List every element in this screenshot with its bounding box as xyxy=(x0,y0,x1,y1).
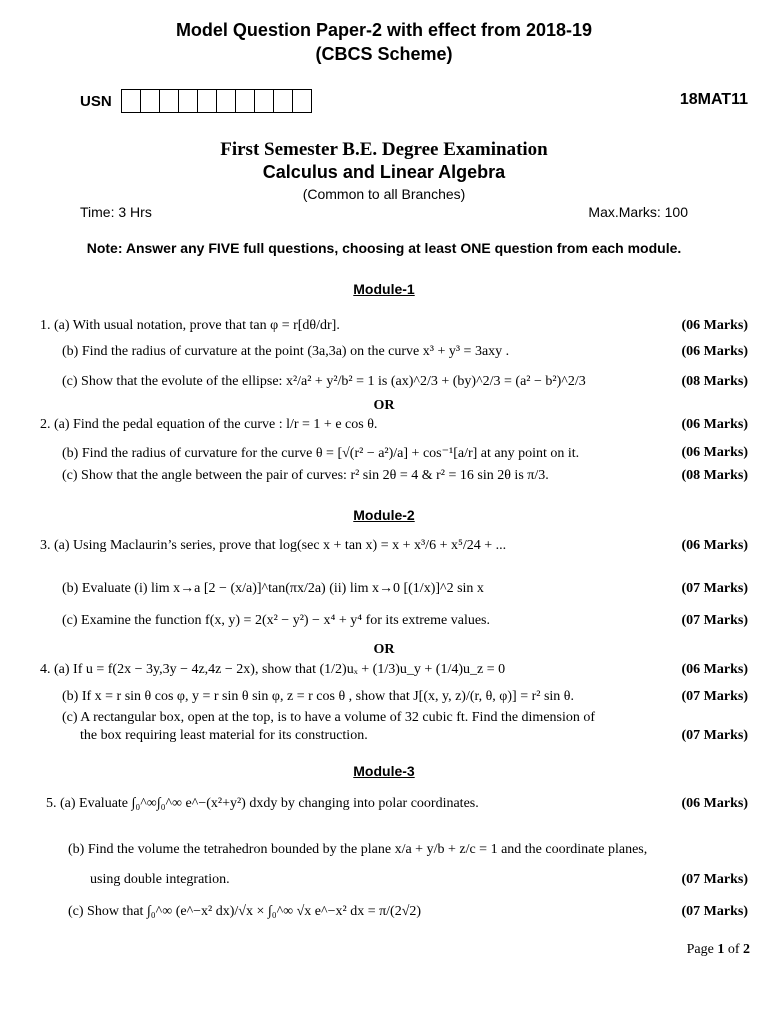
usn-box xyxy=(273,89,293,113)
scheme-title: (CBCS Scheme) xyxy=(315,44,453,64)
subject-code: 18MAT11 xyxy=(679,91,748,108)
question-4c: (c) A rectangular box, open at the top, is to have a volume of 32 cubic ft. Find the dimension of xyxy=(62,710,596,725)
usn-box xyxy=(121,89,141,113)
question-1a: 1. (a) With usual notation, prove that tan φ = r[dθ/dr]. xyxy=(40,318,340,333)
module-2-heading: Module-2 xyxy=(353,507,415,523)
module-3-heading: Module-3 xyxy=(353,763,415,779)
usn-box xyxy=(254,89,274,113)
question-2c: (c) Show that the angle between the pair of curves: r² sin 2θ = 4 & r² = 16 sin 2θ is π/3. xyxy=(62,468,549,483)
page-total: 2 xyxy=(743,942,750,957)
usn-boxes xyxy=(122,89,312,113)
marks-4c: (07 Marks) xyxy=(681,728,748,743)
marks-5b: (07 Marks) xyxy=(681,872,748,887)
question-2b: (b) Find the radius of curvature for the curve θ = [√(r² − a²)/a] + cos⁻¹[a/r] at any point on it. xyxy=(62,446,580,461)
page-current: 1 xyxy=(717,942,725,957)
or-separator: OR xyxy=(373,642,395,657)
question-4b: (b) If x = r sin θ cos φ, y = r sin θ sin φ, z = r cos θ , show that J[(x, y, z)/(r, θ, φ)] = r² sin θ. xyxy=(62,689,575,704)
marks-4b: (07 Marks) xyxy=(681,689,748,704)
usn-box xyxy=(140,89,160,113)
paper-title: Model Question Paper-2 with effect from 2018-19 xyxy=(175,20,593,40)
or-separator: OR xyxy=(373,398,395,413)
page-number xyxy=(687,942,750,958)
time-label: Time: 3 Hrs xyxy=(80,204,152,220)
page-prefix: Page xyxy=(686,942,718,957)
marks-2a: (06 Marks) xyxy=(681,417,748,432)
question-2a: 2. (a) Find the pedal equation of the curve : l/r = 1 + e cos θ. xyxy=(40,417,378,432)
marks-2c: (08 Marks) xyxy=(681,468,748,483)
question-4c-continued: the box requiring least material for its construction. xyxy=(80,728,368,743)
marks-1c: (08 Marks) xyxy=(681,374,748,389)
usn-box xyxy=(197,89,217,113)
subject-title: Calculus and Linear Algebra xyxy=(262,162,506,182)
module-1-heading: Module-1 xyxy=(353,281,415,297)
usn-box xyxy=(292,89,312,113)
marks-3a: (06 Marks) xyxy=(681,538,748,553)
question-1c: (c) Show that the evolute of the ellipse: x²/a² + y²/b² = 1 is (ax)^2/3 + (by)^2/3 = (a² − b²)^2/3 xyxy=(62,374,586,389)
question-5b-continued: using double integration. xyxy=(90,872,230,887)
marks-1a: (06 Marks) xyxy=(681,318,748,333)
usn-box xyxy=(235,89,255,113)
marks-5a: (06 Marks) xyxy=(681,796,748,811)
question-5b: (b) Find the volume the tetrahedron bounded by the plane x/a + y/b + z/c = 1 and the coordinate planes, xyxy=(68,842,648,857)
marks-4a: (06 Marks) xyxy=(681,662,748,677)
question-3c: (c) Examine the function f(x, y) = 2(x² − y²) − x⁴ + y⁴ for its extreme values. xyxy=(62,613,491,628)
usn-box xyxy=(216,89,236,113)
exam-title: First Semester B.E. Degree Examination xyxy=(220,139,548,160)
marks-3c: (07 Marks) xyxy=(681,613,748,628)
common-note: (Common to all Branches) xyxy=(302,186,466,202)
marks-2b: (06 Marks) xyxy=(681,445,748,460)
question-4a: 4. (a) If u = f(2x − 3y,3y − 4z,4z − 2x), show that (1/2)uₓ + (1/3)u_y + (1/4)u_z = 0 xyxy=(40,662,506,677)
question-5a: 5. (a) Evaluate ∫₀^∞∫₀^∞ e^−(x²+y²) dxdy by changing into polar coordinates. xyxy=(46,796,479,811)
marks-5c: (07 Marks) xyxy=(681,904,748,919)
question-5c: (c) Show that ∫₀^∞ (e^−x² dx)/√x × ∫₀^∞ √x e^−x² dx = π/(2√2) xyxy=(68,904,422,919)
marks-3b: (07 Marks) xyxy=(681,581,748,596)
page-mid: of xyxy=(724,942,743,957)
usn-label: USN xyxy=(80,93,112,110)
question-1b: (b) Find the radius of curvature at the point (3a,3a) on the curve x³ + y³ = 3axy . xyxy=(62,344,510,359)
usn-box xyxy=(178,89,198,113)
max-marks-label: Max.Marks: 100 xyxy=(588,204,688,220)
question-3b: (b) Evaluate (i) lim x→a [2 − (x/a)]^tan(πx/2a) (ii) lim x→0 [(1/x)]^2 sin x xyxy=(62,581,484,596)
question-3a: 3. (a) Using Maclaurin’s series, prove that log(sec x + tan x) = x + x³/6 + x⁵/24 + ... xyxy=(40,538,507,553)
instructions-note: Note: Answer any FIVE full questions, choosing at least ONE question from each module. xyxy=(86,240,682,256)
usn-box xyxy=(159,89,179,113)
marks-1b: (06 Marks) xyxy=(681,344,748,359)
